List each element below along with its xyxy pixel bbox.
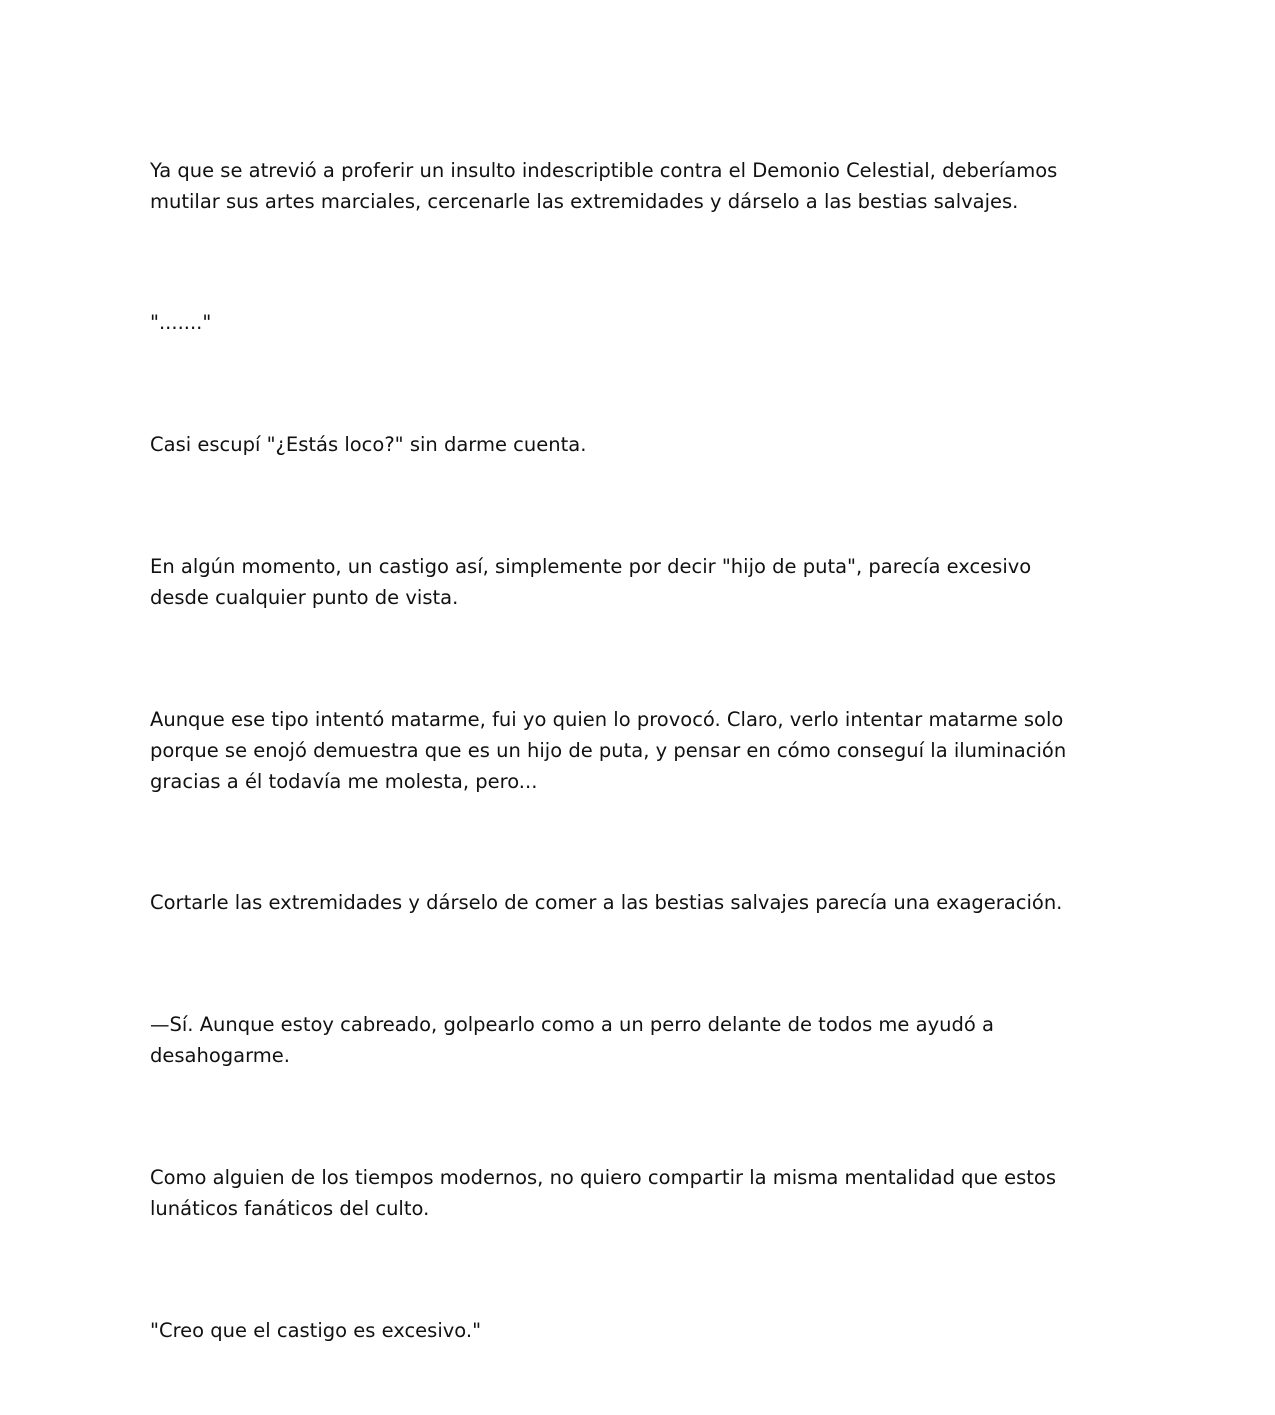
paragraph-4: En algún momento, un castigo así, simplemente por decir "hijo de puta", parecía excesivo desde cualquier punto de vista.: [150, 555, 1032, 609]
paragraph-5: Aunque ese tipo intentó matarme, fui yo quien lo provocó. Claro, verlo intentar matarme solo porque se enojó demuestra que es un hijo de puta, y pensar en cómo conseguí la iluminación gracias a él todavía me molesta, pero...: [150, 708, 1067, 793]
paragraph-6: Cortarle las extremidades y dárselo de comer a las bestias salvajes parecía una exageración.: [150, 891, 1063, 914]
paragraph-9: "Creo que el castigo es excesivo.": [150, 1319, 482, 1342]
paragraph-2: ".......": [150, 311, 212, 334]
paragraph-3: Casi escupí "¿Estás loco?" sin darme cuenta.: [150, 433, 587, 456]
paragraph-8: Como alguien de los tiempos modernos, no quiero compartir la misma mentalidad que estos lunáticos fanáticos del culto.: [150, 1166, 1056, 1220]
paragraph-1: Ya que se atrevió a proferir un insulto indescriptible contra el Demonio Celestial, deberíamos mutilar sus artes marciales, cercenarle las extremidades y dárselo a las bestias salvajes.: [150, 159, 1058, 213]
paragraph-7: —Sí. Aunque estoy cabreado, golpearlo como a un perro delante de todos me ayudó a desahogarme.: [150, 1013, 994, 1067]
